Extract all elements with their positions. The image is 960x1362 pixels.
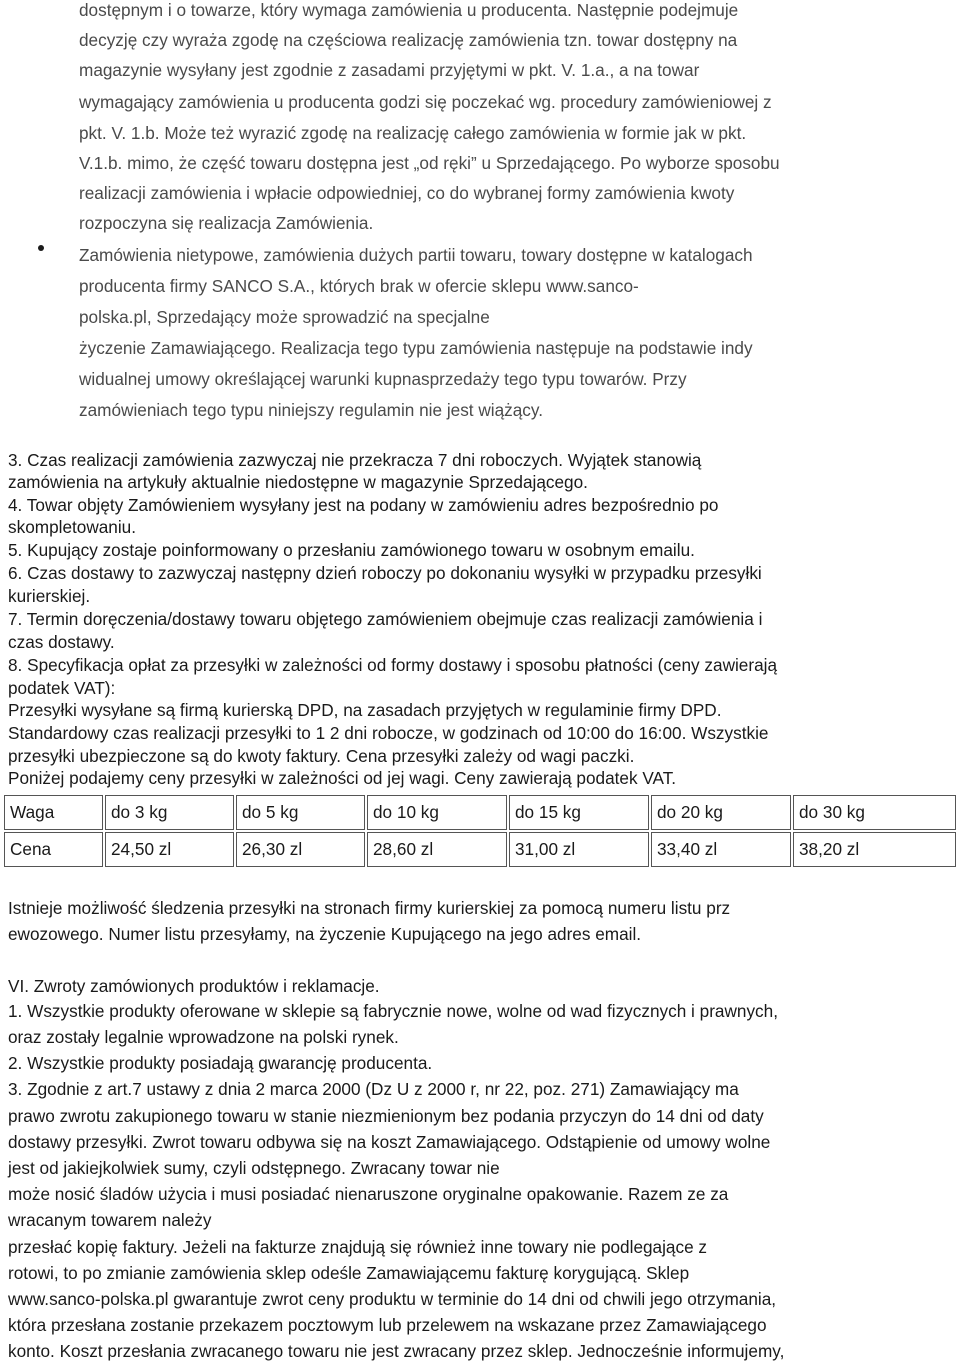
bullet-text-line: polska.pl, Sprzedający może sprowadzić na specjalne <box>79 307 490 327</box>
text-line: która przesłana zostanie przekazem pocztowym lub przelewem na wskazane przez Zamawiającego <box>8 1315 767 1335</box>
text-line: 4. Towar objęty Zamówieniem wysyłany jest na podany w zamówieniu adres bezpośrednio po <box>8 495 719 515</box>
table-cell: 26,30 zl <box>236 832 365 867</box>
text-line: 7. Termin doręczenia/dostawy towaru objętego zamówieniem obejmuje czas realizacji zamówienia i <box>8 609 763 629</box>
text-line: V.1.b. mimo, że część towaru dostępna jest „od ręki” u Sprzedającego. Po wyborze sposobu <box>79 153 780 173</box>
text-line: dostępnym i o towarze, który wymaga zamówienia u producenta. Następnie podejmuje <box>79 0 739 20</box>
table-cell: 31,00 zl <box>509 832 649 867</box>
text-line: wracanym towarem należy <box>8 1210 212 1230</box>
bullet-text-line: widualnej umowy określającej warunki kupnasprzedaży tego typu towarów. Przy <box>79 369 687 389</box>
table-cell: do 5 kg <box>236 795 365 830</box>
text-line: może nosić śladów użycia i musi posiadać nienaruszone oryginalne opakowanie. Razem ze za <box>8 1184 729 1204</box>
text-line: dostawy przesyłki. Zwrot towaru odbywa się na koszt Zamawiającego. Odstąpienie od umowy wolne <box>8 1132 771 1152</box>
bullet-text-line: życzenie Zamawiającego. Realizacja tego typu zamówienia następuje na podstawie indy <box>79 338 753 358</box>
table-cell: do 10 kg <box>367 795 507 830</box>
bullet-text-line: producenta firmy SANCO S.A., których brak w ofercie sklepu www.sanco- <box>79 276 639 296</box>
text-line: przesłać kopię faktury. Jeżeli na fakturze znajdują się również inne towary nie podlegające z <box>8 1237 708 1257</box>
table-cell: do 15 kg <box>509 795 649 830</box>
text-line: oraz zostały legalnie wprowadzone na polski rynek. <box>8 1027 399 1047</box>
text-line: 1. Wszystkie produkty oferowane w sklepie są fabrycznie nowe, wolne od wad fizycznych i prawnych, <box>8 1001 778 1021</box>
text-line: 5. Kupujący zostaje poinformowany o przesłaniu zamówionego towaru w osobnym emailu. <box>8 540 695 560</box>
table-cell: 24,50 zl <box>105 832 234 867</box>
text-line: Standardowy czas realizacji przesyłki to 1 2 dni robocze, w godzinach od 10:00 do 16:00. Wszystkie <box>8 723 769 743</box>
table-cell: 38,20 zl <box>793 832 956 867</box>
text-line: podatek VAT): <box>8 678 116 698</box>
text-line: zamówienia na artykuły aktualnie niedostępne w magazynie Sprzedającego. <box>8 472 588 492</box>
text-line: Poniżej podajemy ceny przesyłki w zależności od jej wagi. Ceny zawierają podatek VAT. <box>8 768 677 788</box>
text-line: Istnieje możliwość śledzenia przesyłki na stronach firmy kurierskiej za pomocą numeru listu prz <box>8 898 731 918</box>
text-line: 2. Wszystkie produkty posiadają gwarancję producenta. <box>8 1053 433 1073</box>
table-cell: do 3 kg <box>105 795 234 830</box>
text-line: konto. Koszt przesłania zwracanego towaru nie jest zwracany przez sklep. Jednocześnie informujemy, <box>8 1341 785 1361</box>
shipping-rates-table <box>2 793 958 869</box>
text-line: przesyłki ubezpieczone są do kwoty faktury. Cena przesyłki zależy od wagi paczki. <box>8 746 635 766</box>
text-line: realizacji zamówienia i wpłacie odpowiedniej, co do wybranej formy zamówienia kwoty <box>79 183 735 203</box>
table-row-weight <box>4 795 956 830</box>
table-cell: do 20 kg <box>651 795 791 830</box>
text-line: www.sanco-polska.pl gwarantuje zwrot ceny produktu w terminie do 14 dni od chwili jego otrzymania, <box>8 1289 777 1309</box>
table-row-price <box>4 832 956 867</box>
bullet-icon <box>38 245 44 251</box>
text-line: 8. Specyfikacja opłat za przesyłki w zależności od formy dostawy i sposobu płatności (ceny zawierają <box>8 655 778 675</box>
text-line: kurierskiej. <box>8 586 91 606</box>
text-line: ewozowego. Numer listu przesyłamy, na życzenie Kupującego na jego adres email. <box>8 924 642 944</box>
text-line: rotowi, to po zmianie zamówienia sklep odeśle Zamawiającemu fakturę korygującą. Sklep <box>8 1263 690 1283</box>
text-line: Przesyłki wysyłane są firmą kurierską DPD, na zasadach przyjętych w regulaminie firmy DPD. <box>8 700 722 720</box>
text-line: wymagający zamówienia u producenta godzi się poczekać wg. procedury zamówieniowej z <box>79 92 772 112</box>
table-cell: 28,60 zl <box>367 832 507 867</box>
text-line: 3. Czas realizacji zamówienia zazwyczaj nie przekracza 7 dni roboczych. Wyjątek stanowią <box>8 450 702 470</box>
text-line: pkt. V. 1.b. Może też wyrazić zgodę na realizację całego zamówienia w formie jak w pkt. <box>79 123 747 143</box>
bullet-text-line: zamówieniach tego typu niniejszy regulamin nie jest wiążący. <box>79 400 543 420</box>
table-cell: do 30 kg <box>793 795 956 830</box>
text-line: skompletowaniu. <box>8 517 137 537</box>
bullet-text-line: Zamówienia nietypowe, zamówienia dużych partii towaru, towary dostępne w katalogach <box>79 245 753 265</box>
text-line: prawo zwrotu zakupionego towaru w stanie niezmienionym bez podania przyczyn do 14 dni od daty <box>8 1106 764 1126</box>
section-heading: VI. Zwroty zamówionych produktów i reklamacje. <box>8 976 380 996</box>
text-line: magazynie wysyłany jest zgodnie z zasadami przyjętymi w pkt. V. 1.a., a na towar <box>79 60 700 80</box>
text-line: jest od jakiejkolwiek sumy, czyli odstępnego. Zwracany towar nie <box>8 1158 500 1178</box>
text-line: rozpoczyna się realizacja Zamówienia. <box>79 213 374 233</box>
text-line: czas dostawy. <box>8 632 115 652</box>
table-cell: Cena <box>4 832 103 867</box>
text-line: 3. Zgodnie z art.7 ustawy z dnia 2 marca 2000 (Dz U z 2000 r, nr 22, poz. 271) Zamawiający ma <box>8 1079 739 1099</box>
table-cell: 33,40 zl <box>651 832 791 867</box>
table-cell: Waga <box>4 795 103 830</box>
text-line: 6. Czas dostawy to zazwyczaj następny dzień roboczy po dokonaniu wysyłki w przypadku przesyłki <box>8 563 762 583</box>
text-line: decyzję czy wyraża zgodę na częściowa realizację zamówienia tzn. towar dostępny na <box>79 30 738 50</box>
